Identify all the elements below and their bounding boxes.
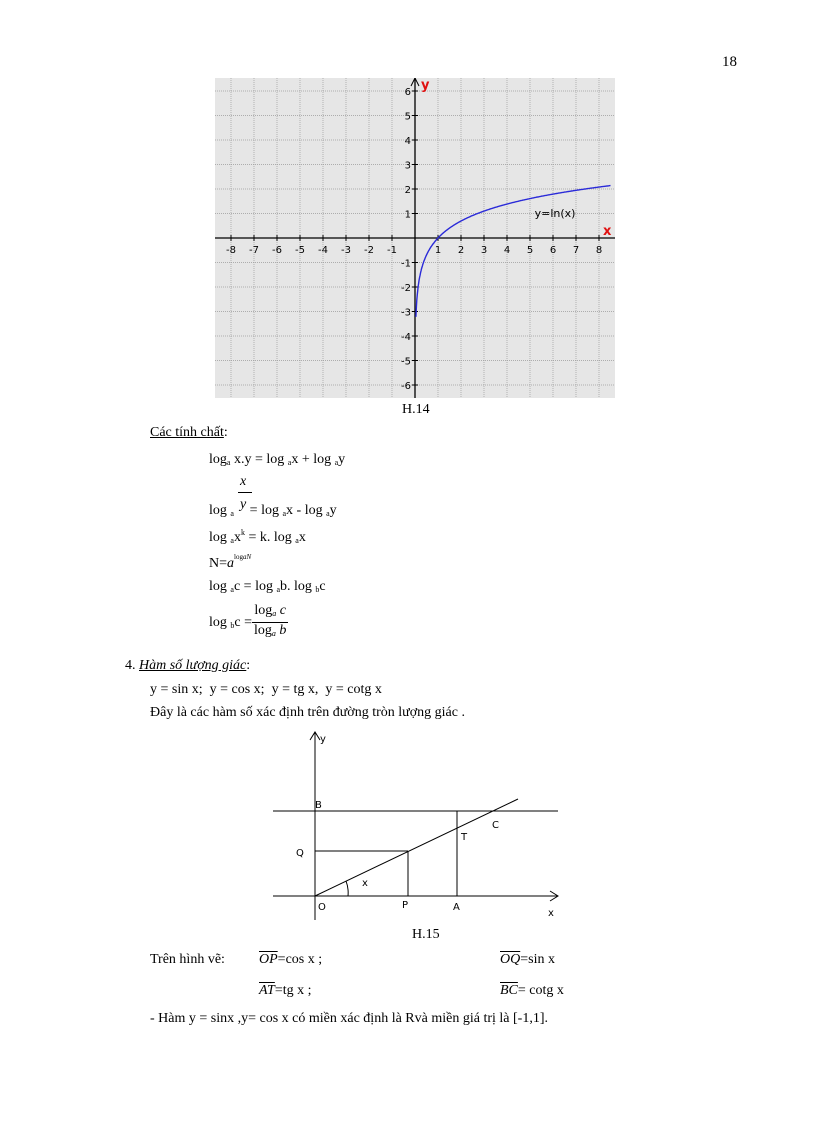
properties-heading-text: Các tính chất [150,425,224,440]
x-tick-label: -2 [364,245,374,256]
x-tick-label: -6 [272,245,282,256]
f5-base2: a [276,585,281,594]
f3-base2: a [295,536,299,545]
label-p: P [402,900,409,911]
f2-fraction-bar [238,492,252,493]
f2-mid: x - log [286,503,327,518]
trig-description: Đây là các hàm số xác định trên đường tròn lượng giác . [150,705,465,720]
label-q: Q [296,848,304,859]
y-tick-label: 4 [404,136,411,147]
y-tick-label: -3 [401,307,411,319]
cos-equation: =cos x ; [277,952,323,967]
x-tick-label: -3 [341,245,351,256]
f4-exp-a: a [242,553,247,561]
properties-heading [150,425,228,441]
f2-denominator: y [239,497,247,512]
f3-base: a [230,536,234,545]
f6-num-c: c [276,603,286,618]
f3-x: x [233,530,241,545]
x-axis-label: x [603,224,612,239]
formula-change-of-base [209,603,288,642]
cot-equation: = cotg x [517,983,564,998]
properties-heading-colon: : [223,425,228,440]
x-tick-label: -7 [249,245,259,256]
f4-exp-n: N [246,553,252,561]
segment-bc: $\overline{BC}$ [500,983,518,998]
y-tick-label: 1 [404,209,411,221]
f6-base: b [230,620,235,630]
f2-log: log [209,503,231,518]
ray-oc [315,799,518,896]
definition-sin [500,952,555,968]
segment-oq: $\overline{OQ}$ [500,952,521,967]
f2-base2: a [282,509,287,518]
f5-log: log [209,579,231,594]
f4-exp-log: log [234,553,243,561]
label-b: B [315,800,322,811]
x-tick-label: 6 [549,245,557,256]
f1-end: y [338,452,346,467]
x-tick-label: -5 [295,245,305,256]
label-c: C [492,820,499,831]
f6-den-log: log [254,623,272,638]
angle-arc [346,881,348,896]
y-tick-label: -6 [401,381,411,392]
f1-base: a [226,458,231,467]
y-tick-label: -5 [401,356,411,368]
sin-equation: =sin x [520,952,555,967]
section-4-heading [125,658,250,674]
definitions-intro: Trên hình vẽ: [150,952,225,967]
label-y: y [320,734,326,745]
x-tick-label: 5 [526,245,534,256]
f3-end: x [298,530,306,545]
section-4-colon: : [246,658,251,673]
f1-mid: x.y = log [230,452,288,467]
y-tick-label: 2 [404,185,411,196]
f6-fraction [252,603,288,642]
f5-b1: b. log [280,579,316,594]
f3-exponent: k [240,528,245,537]
f2-end: y [329,503,337,518]
f1-mid2: x + log [291,452,335,467]
tan-equation: =tg x ; [274,983,312,998]
x-tick-label: -1 [387,245,397,256]
f4-lhs: N= [209,556,228,571]
segment-at: $\overline{AT}$ [259,983,275,998]
f6-denominator [252,623,288,642]
y-tick-label: 5 [404,111,411,123]
label-angle-x: x [362,878,368,889]
f6-c: c = [234,614,252,630]
page-number: 18 [722,54,737,70]
formula-power [209,528,306,546]
f6-lhs [209,615,252,631]
f6-numerator [252,603,288,623]
f1-base2: a [287,458,292,467]
f5-base3: b [315,585,320,594]
formula-identity [209,553,251,572]
f6-den-base: a [271,629,276,638]
f6-num-base: a [272,609,277,618]
f3-rest: = k. log [244,530,296,545]
x-tick-label: -8 [226,245,236,256]
label-a: A [453,902,460,913]
f5-c1: c = log [233,579,277,594]
definition-cot [500,983,564,999]
x-tick-label: -4 [318,245,328,256]
y-tick-label: -4 [401,332,411,343]
f4-exponent [234,553,251,561]
label-x-axis: x [548,908,554,919]
y-tick-label: 3 [404,160,411,172]
trig-diagram [268,730,568,925]
x-tick-label: 8 [595,245,603,256]
f4-base: a [227,556,235,571]
y-tick-label: -1 [401,258,411,270]
f6-num-log: log [254,603,273,618]
f6-den-b: b [275,623,287,638]
definition-tan [259,983,312,999]
figure-15-caption: H.15 [412,927,440,942]
x-tick-label: 7 [572,245,580,256]
f1-base3: a [334,458,339,467]
ln-graph [215,78,615,398]
label-o: O [318,902,326,913]
f5-base: a [230,585,234,594]
definition-cos [259,952,322,968]
f5-c2: c [319,579,326,594]
y-tick-label: 6 [404,87,411,98]
figure-14-caption: H.14 [402,402,430,417]
label-t: T [461,832,468,843]
f2-base: a [230,509,234,518]
formula-quotient [209,497,337,519]
section-4-title: Hàm số lượng giác [139,658,247,673]
f6-log: log [209,614,231,630]
f1-log: log [209,452,227,467]
x-tick-label: 4 [503,245,511,256]
f3-log: log [209,530,231,545]
f2-numerator: x [240,474,247,489]
formula-chain [209,579,326,595]
trig-functions-line: y = sin x; y = cos x; y = tg x, y = cotg x [150,682,382,697]
section-4-number: 4. [125,658,139,673]
f2-base3: a [326,509,330,518]
f2-rest: = log [246,503,283,518]
formula-product [209,452,345,468]
x-tick-label: 1 [434,245,442,256]
x-tick-label: 2 [457,245,465,256]
curve-label: y=ln(x) [534,207,576,221]
y-tick-label: -2 [401,283,411,294]
segment-op: $\overline{OP}$ [259,952,278,967]
x-tick-label: 3 [480,245,488,256]
y-axis-label: y [421,78,430,93]
domain-range-statement: - Hàm y = sinx ,y= cos x có miền xác định là Rvà miền giá trị là [-1,1]. [150,1011,548,1026]
